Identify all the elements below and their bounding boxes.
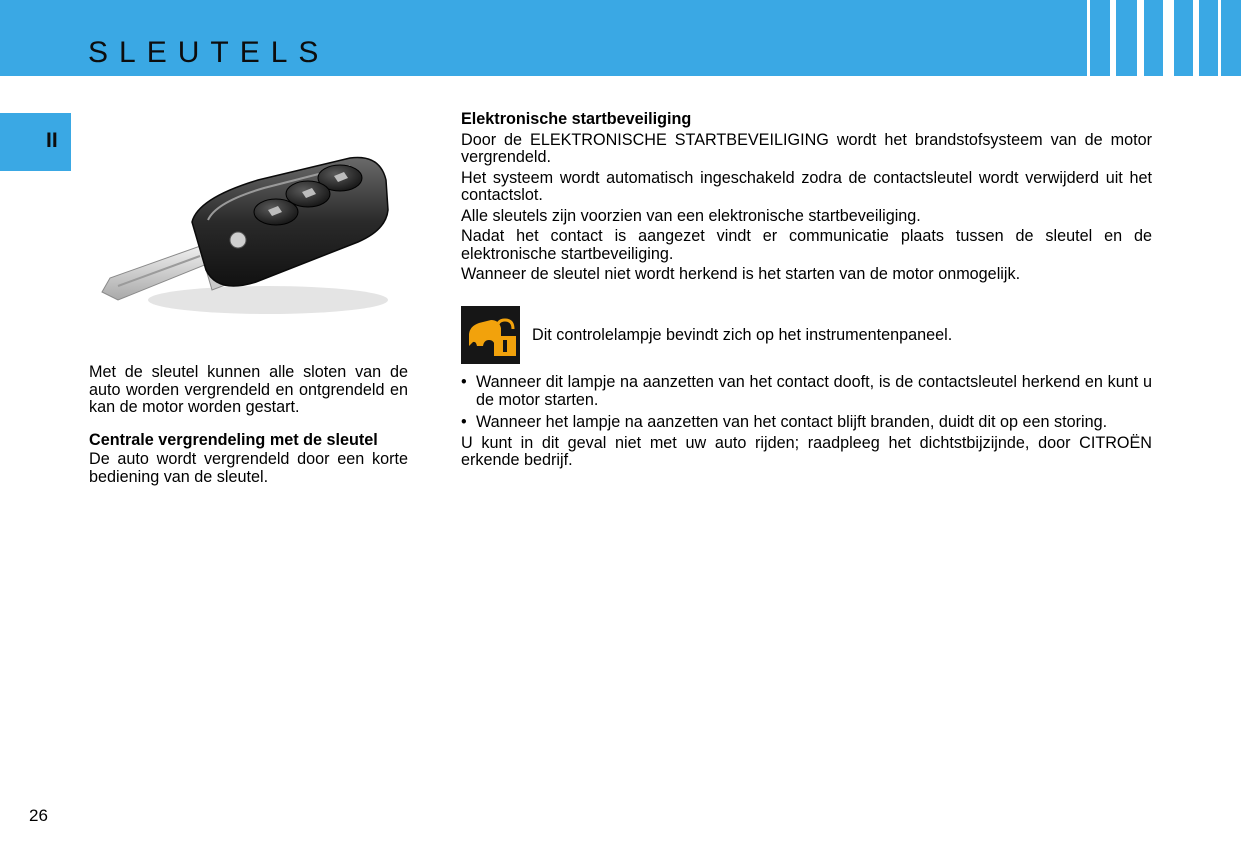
header-stripe bbox=[1193, 0, 1199, 76]
central-locking-heading: Centrale vergrendeling met de sleutel bbox=[89, 430, 378, 449]
header-stripe bbox=[1218, 0, 1221, 76]
closing-paragraph: U kunt in dit geval niet met uw auto rijden; raadpleeg het dichtstbijzijnde, door CITROËN erkende bedrijf. bbox=[461, 433, 1152, 469]
warning-lamp-caption: Dit controlelampje bevindt zich op het instrumentenpaneel. bbox=[532, 326, 953, 344]
page-number: 26 bbox=[29, 806, 48, 825]
immobiliser-paragraph: Wanneer de sleutel niet wordt herkend is het starten van de motor onmogelijk. bbox=[461, 265, 1021, 283]
immobiliser-paragraph: Door de ELEKTRONISCHE STARTBEVEILIGING wordt het brandstofsysteem van de motor vergrendeld. bbox=[461, 130, 1152, 166]
right-column-lower bbox=[461, 374, 1152, 470]
key-release-button bbox=[230, 232, 246, 248]
immobiliser-paragraph: Het systeem wordt automatisch ingeschakeld zodra de contactsleutel wordt verwijderd uit het contactslot. bbox=[461, 168, 1152, 204]
chapter-tab-label: II bbox=[46, 129, 58, 152]
bullet-item: • Wanneer het lampje na aanzetten van het contact blijft branden, duidt dit op een storing. bbox=[461, 414, 1152, 432]
page-header bbox=[0, 0, 1241, 76]
immobiliser-paragraph: Nadat het contact is aangezet vindt er communicatie plaats tussen de sleutel en de elektronische startbeveiliging. bbox=[461, 227, 1152, 263]
header-stripe bbox=[1163, 0, 1174, 76]
central-locking-text: De auto wordt vergrendeld door een korte bediening van de sleutel. bbox=[89, 450, 408, 486]
bullet-item: • Wanneer dit lampje na aanzetten van het contact dooft, is de contactsleutel herkend en kunt u de motor starten. bbox=[461, 374, 1152, 409]
immobiliser-heading: Elektronische startbeveiliging bbox=[461, 110, 692, 128]
header-stripe bbox=[1110, 0, 1116, 76]
header-stripe bbox=[1137, 0, 1144, 76]
car-padlock-warning-icon bbox=[461, 306, 520, 364]
immobiliser-paragraph: Alle sleutels zijn voorzien van een elektronische startbeveiliging. bbox=[461, 206, 921, 225]
chapter-tab bbox=[0, 113, 71, 171]
left-column bbox=[89, 364, 408, 486]
key-intro-text: Met de sleutel kunnen alle sloten van de auto worden vergrendeld en ontgrendeld en kan de motor worden gestart. bbox=[89, 363, 408, 416]
warning-padlock-keyhole bbox=[503, 340, 507, 352]
header-stripe bbox=[1087, 0, 1090, 76]
flip-key-remote-icon bbox=[88, 150, 398, 330]
right-column-upper bbox=[461, 111, 1152, 284]
key-shadow bbox=[148, 286, 388, 314]
page-title: SLEUTELS bbox=[88, 36, 330, 69]
